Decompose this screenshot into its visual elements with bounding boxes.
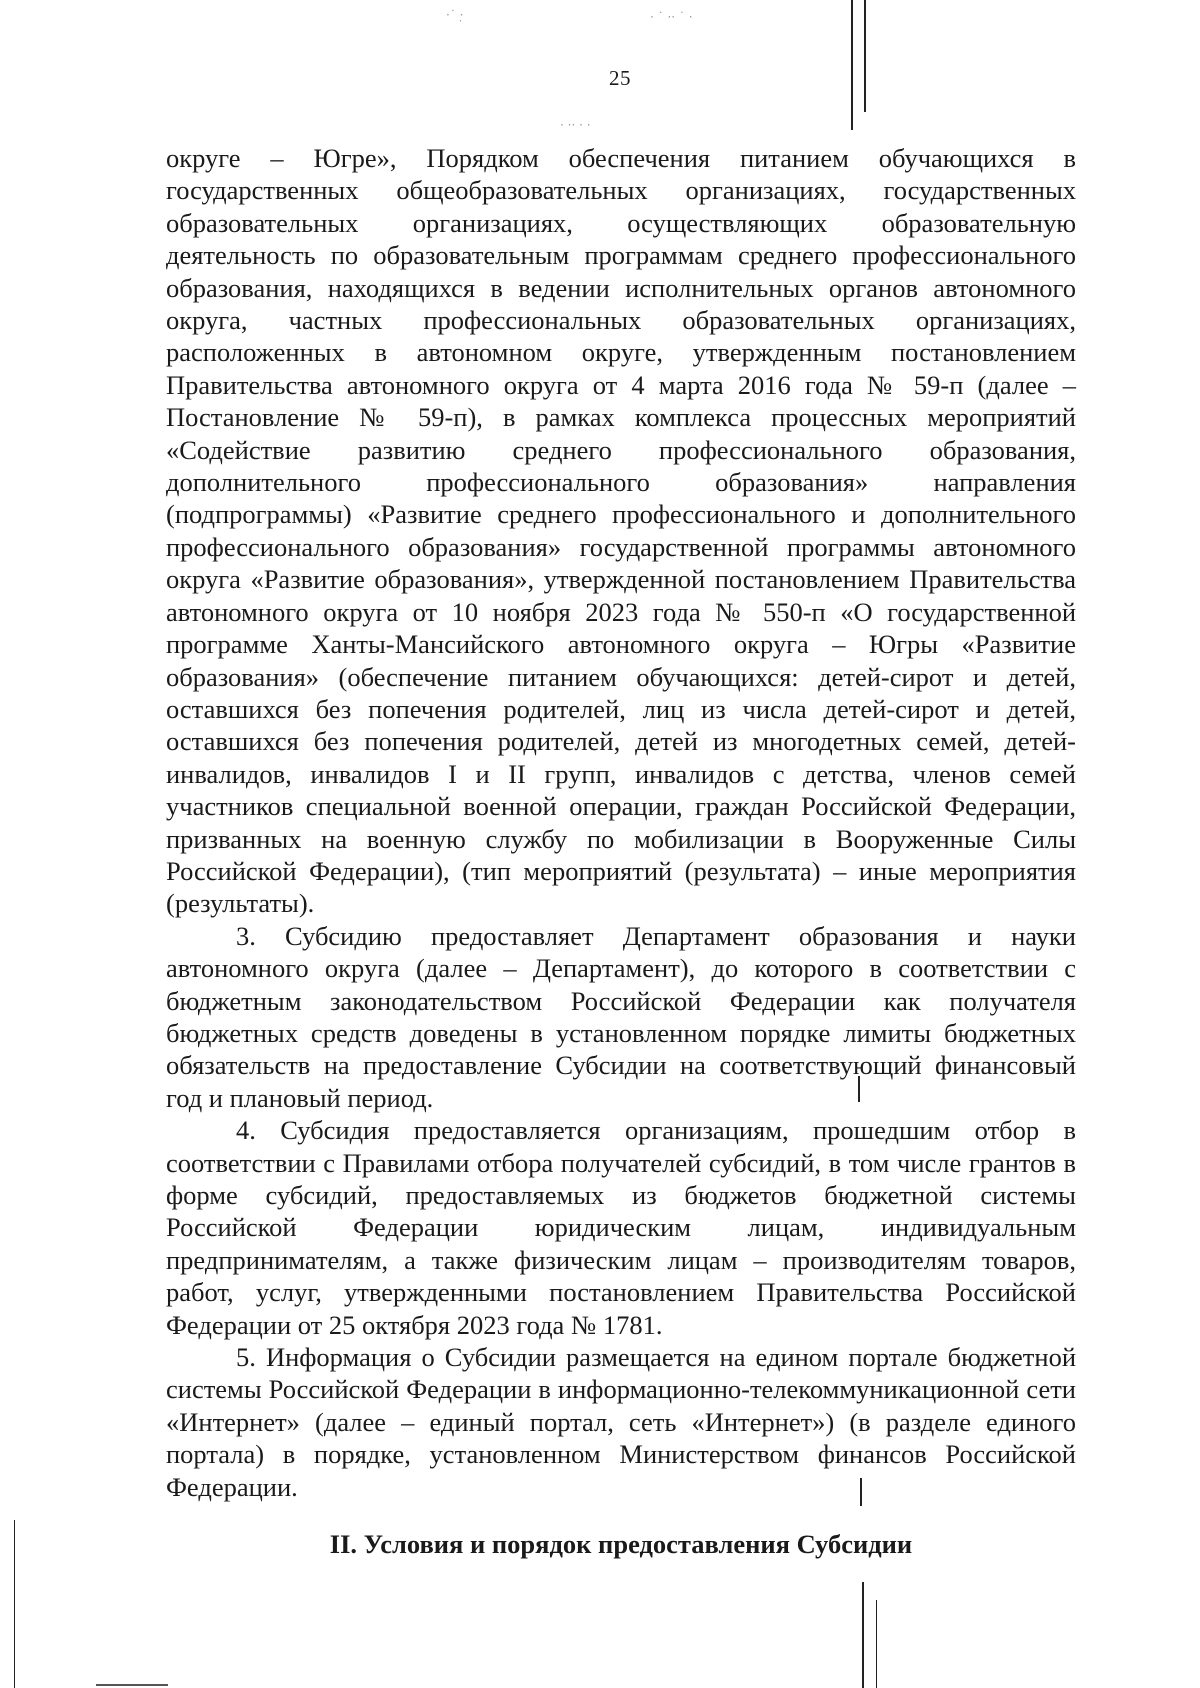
scan-line-right-top-2 <box>864 0 866 112</box>
paragraph-5: 5. Информация о Субсидии размещается на едином портале бюджетной системы Российской Федерации в информационно-телекоммуникационной сети «Интернет» (далее – единый портал, сеть «Интернет») (в разделе единого портала) в порядке, установленном Министерством финансов Российской Федерации. <box>166 1342 1076 1502</box>
scan-line-right-bottom <box>862 1582 864 1688</box>
section-heading: II. Условия и порядок предоставления Субсидии <box>329 1529 913 1559</box>
scan-line-right-top <box>851 0 853 130</box>
scan-speck-1: ·˙ ·̣ <box>446 8 464 22</box>
scan-speck-2: · ˙ ·· ˙ · <box>650 10 693 24</box>
paragraph-3: 3. Субсидию предоставляет Департамент образования и науки автономного округа (далее – Департамент), до которого в соответствии с бюджетным законодательством Российской Федерации как получателя бюджетных средств доведены в установленном порядке лимиты бюджетных обязательств на предоставление Субсидии на соответствующий финансовый год и плановый период. <box>166 920 1076 1113</box>
body-text <box>166 142 1076 1503</box>
paragraph-4: 4. Субсидия предоставляется организациям, прошедшим отбор в соответствии с Правилами отбора получателей субсидий, в том числе грантов в форме субсидий, предоставляемых из бюджетов бюджетной системы Российской Федерации юридическим лицам, индивидуальным предпринимателям, а также физическим лицам – производителям товаров, работ, услуг, утвержденными постановлением Правительства Российской Федерации от 25 октября 2023 года № 1781. <box>166 1115 1076 1340</box>
scan-line-right-bottom-2 <box>876 1600 877 1688</box>
scan-line-left-bottom <box>14 1520 15 1688</box>
page-number: 25 <box>609 66 631 90</box>
paragraph-continuation: округе – Югре», Порядком обеспечения питанием обучающихся в государственных общеобразовательных организациях, государственных образовательных организациях, осуществляющих образовательную деятельность по образовательным программам среднего профессионального образования, находящихся в ведении исполнительных органов автономного округа, частных профессиональных образовательных организациях, расположенных в автономном округе, утвержденным постановлением Правительства автономного округа от 4 марта 2016 года № 59-п (далее – Постановление № 59-п), в рамках комплекса процессных мероприятий «Содействие развитию среднего профессионального образования, дополнительного профессионального образования» направления (подпрограммы) «Развитие среднего профессионального и дополнительного профессионального образования» государственной программы автономного округа «Развитие образования», утвержденной постановлением Правительства автономного округа от 10 ноября 2023 года № 550-п «О государственной программе Ханты-Мансийского автономного округа – Югры «Развитие образования» (обеспечение питанием обучающихся: детей-сирот и детей, оставшихся без попечения родителей, лиц из числа детей-сирот и детей, оставшихся без попечения родителей, детей из многодетных семей, детей-инвалидов, инвалидов I и II групп, инвалидов с детства, членов семей участников специальной военной операции, граждан Российской Федерации, призванных на военную службу по мобилизации в Вооруженные Силы Российской Федерации), (тип мероприятий (результата) – иные мероприятия (результаты). <box>166 143 1076 919</box>
scan-bottom-edge <box>96 1684 168 1686</box>
scan-speck-3: · ·· · · <box>560 118 591 132</box>
